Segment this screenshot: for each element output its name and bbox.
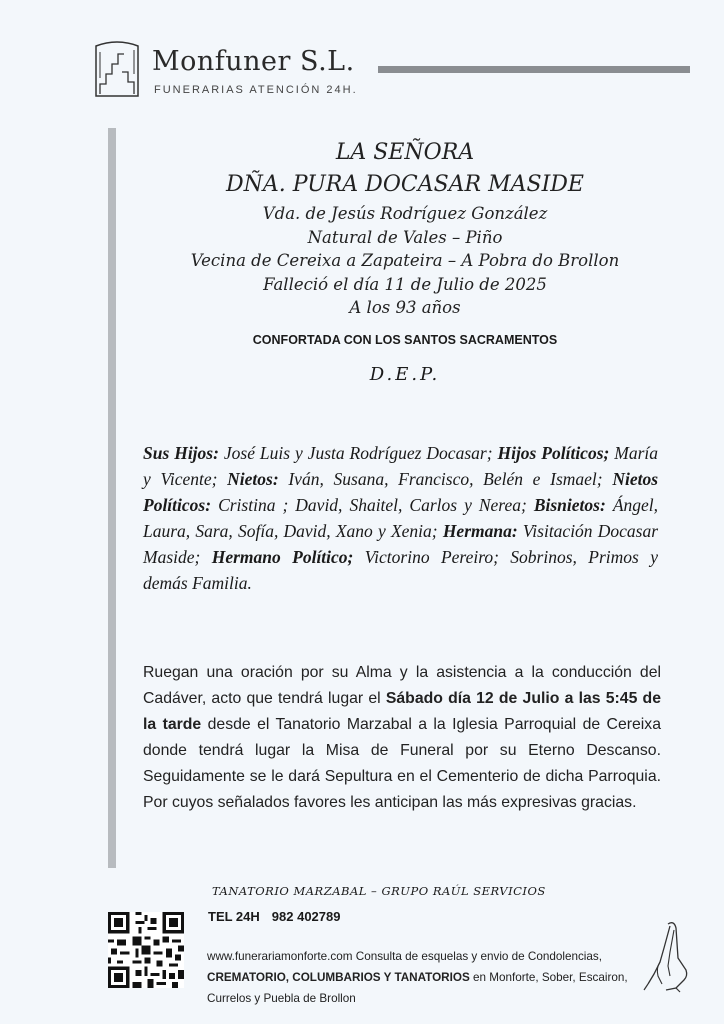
bisnietos: Ángel, Laura, Sara, Sofía, David, Xano y Xenia; xyxy=(143,495,659,541)
nietos-label: Nietos: xyxy=(227,469,279,489)
hermano-politico: Victorino Pereiro; Sobrinos, Primos y demás Familia. xyxy=(143,547,658,593)
praying-hands-icon xyxy=(640,918,704,994)
bisnietos-label: Bisnietos: xyxy=(533,495,606,515)
nietos-politicos: Cristina ; David, Shaitel, Carlos y Nerea; xyxy=(218,495,527,515)
tanatorio-line: TANATORIO MARZABAL – GRUPO RAÚL SERVICIOS xyxy=(212,884,546,898)
age: A los 93 años xyxy=(349,298,461,317)
footer-services: CREMATORIO, COLUMBARIOS Y TANATORIOS xyxy=(207,971,470,984)
footer-text-1: Consulta de esquelas y envio de Condolencias, xyxy=(355,950,602,963)
ceremony-text xyxy=(143,660,661,816)
nietos: Iván, Susana, Francisco, Belén e Ismael; xyxy=(288,469,603,489)
footer-info xyxy=(207,946,637,1009)
deceased-name: DÑA. PURA DOCASAR MASIDE xyxy=(226,172,584,197)
ceremony-datetime: Sábado día 12 de Julio a las 5:45 de la tarde xyxy=(143,690,661,733)
hermana-label: Hermana: xyxy=(442,521,518,541)
family-list xyxy=(143,440,658,596)
notice-title: LA SEÑORA xyxy=(335,140,475,165)
hermana: Visitación Docasar Maside; xyxy=(143,521,659,567)
phone-line xyxy=(208,909,340,924)
hijos: José Luis y Justa Rodríguez Docasar; xyxy=(223,443,493,463)
hermano-politico-label: Hermano Político; xyxy=(211,547,354,567)
resident-of: Vecina de Cereixa a Zapateira – A Pobra do Brollon xyxy=(190,251,620,270)
rip-line: D.E.P. xyxy=(369,363,441,385)
qr-code-icon[interactable] xyxy=(108,912,184,988)
phone-label: TEL 24H xyxy=(208,909,260,924)
brand-name: Monfuner S.L. xyxy=(152,46,355,77)
death-date: Falleció el día 11 de Julio de 2025 xyxy=(263,274,547,294)
hijos-label: Sus Hijos: xyxy=(143,443,219,463)
brand-subtitle: FUNERARIAS ATENCIÓN 24H. xyxy=(154,84,358,96)
notice-title-block xyxy=(140,138,670,385)
side-band xyxy=(108,128,116,868)
ceremony-part2: desde el Tanatorio Marzabal a la Iglesia Parroquial de Cereixa donde tendrá lugar la Misa de Funeral por su Eterno Descanso. Seguidamente se le dará Sepultura en el Cementerio de dicha Parroquia. Por cuyos señalados favores les anticipan las más expresivas gracias. xyxy=(143,716,661,811)
hijos-politicos-label: Hijos Políticos; xyxy=(497,443,610,463)
natural-of: Natural de Vales – Piño xyxy=(307,227,503,247)
website-link[interactable]: www.funerariamonforte.com xyxy=(207,950,353,963)
hijos-politicos: María y Vicente; xyxy=(143,443,659,489)
building-stairs-icon xyxy=(92,38,142,100)
footer-text-2: en Monforte, Sober, Escairon, Currelos y Puebla de Brollon xyxy=(207,971,628,1005)
sacraments-line: CONFORTADA CON LOS SANTOS SACRAMENTOS xyxy=(252,332,558,347)
phone-number[interactable]: 982 402789 xyxy=(271,909,341,924)
header-divider xyxy=(378,66,690,73)
ceremony-part1: Ruegan una oración por su Alma y la asistencia a la conducción del Cadáver, acto que tendrá lugar el xyxy=(143,664,661,707)
nietos-politicos-label: Nietos Políticos: xyxy=(143,469,659,515)
widow-of: Vda. de Jesús Rodríguez González xyxy=(262,204,548,223)
